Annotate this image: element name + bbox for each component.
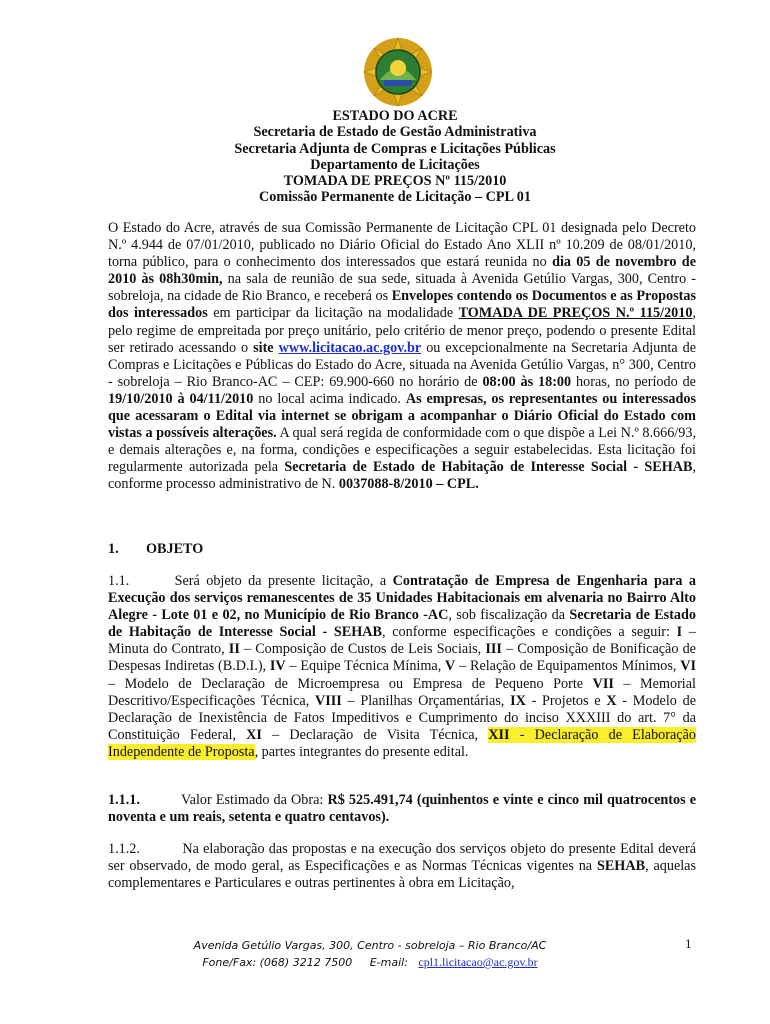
footer-address: Avenida Getúlio Vargas, 300, Centro - sobreloja – Rio Branco/AC [193, 939, 547, 952]
highlighted-text: XII - Declaração de Elaboração Independente de Proposta [108, 726, 696, 760]
intro-paragraph: O Estado do Acre, através de sua Comissão Permanente de Licitação CPL 01 designada pelo Decreto N.º 4.944 de 07/01/2010, publicado no Diário Oficial do Estado Ano XLII nº 10.209 de 08/01/2010, torna público, para o conhecimento dos interessados que estará reunida no dia 05 de novembro de 2010 às 08h30min, na sala de reunião de sua sede, situada à Avenida Getúlio Vargas, 300, Centro - sobreloja, na cidade de Rio Branco, e receberá os Envelopes contendo os Documentos e as Propostas dos interessados em participar da licitação na modalidade TOMADA DE PREÇOS N.º 115/2010, pelo regime de empreitada por preço unitário, pelo critério de menor preço, podendo o presente Edital ser retirado acessando o site www.licitacao.ac.gov.br ou excepcionalmente na Secretaria Adjunta de Compras e Licitações e Públicas do Estado do Acre, situada na Avenida Getúlio Vargas, n° 300, Centro - sobreloja – Rio Branco-AC – CEP: 69.900-660 no horário de 08:00 às 18:00 horas, no período de 19/10/2010 à 04/11/2010 no local acima indicado. As empresas, os representantes ou interessados que acessaram o Edital via internet se obrigam a acompanhar o Diário Oficial do Estado com vistas a possíveis alterações. A qual será regida de conformidade com o que dispõe a Lei N.º 8.666/93, e demais alterações e, na forma, condições e especificações a seguir estabelecidas. Esta licitação foi regularmente autorizada pela Secretaria de Estado de Habitação de Interesse Social - SEHAB, conforme processo administrativo de N. 0037088-8/2010 – CPL. [108, 220, 697, 493]
header-department: Departamento de Licitações [310, 156, 480, 173]
state-coat-of-arms-icon [362, 36, 434, 108]
footer-contact [150, 954, 590, 971]
header-secretariat: Secretaria de Estado de Gestão Administrativa [253, 124, 537, 141]
item-number: 1.1.1. [108, 792, 140, 808]
section-title: OBJETO [146, 541, 204, 557]
item-number: 1.1.2. [108, 841, 140, 857]
footer-email-link[interactable]: cpl1.licitacao@ac.gov.br [418, 955, 538, 969]
document-header [100, 108, 690, 206]
header-adjunct-secretariat: Secretaria Adjunta de Compras e Licitações Públicas [234, 140, 556, 157]
item-1-1-1-paragraph: 1.1.1. Valor Estimado da Obra: R$ 525.491,74 (quinhentos e vinte e cinco mil quatrocentos e noventa e um reais, setenta e quatro centavos). [108, 792, 697, 826]
footer-email-label: E-mail: [369, 956, 408, 969]
header-commission: Comissão Permanente de Licitação – CPL 01 [259, 189, 531, 206]
website-link[interactable]: www.licitacao.ac.gov.br [278, 339, 422, 356]
page-number: 1 [685, 936, 692, 951]
footer-phone: Fone/Fax: (068) 3212 7500 [202, 956, 353, 969]
item-1-1-paragraph: 1.1. Será objeto da presente licitação, a Contratação de Empresa de Engenharia para a Execução dos serviços remanescentes de 35 Unidades Habitacionais em alvenaria no Bairro Alto Alegre - Lote 01 e 02, no Município de Rio Branco -AC, sob fiscalização da Secretaria de Estado de Habitação de Interesse Social - SEHAB, conforme especificações e condições a seguir: I – Minuta do Contrato, II – Composição de Custos de Leis Sociais, III – Composição de Bonificação de Despesas Indiretas (B.D.I.), IV – Equipe Técnica Mínima, V – Relação de Equipamentos Mínimos, VI – Modelo de Declaração de Microempresa ou Empresa de Pequeno Porte VII – Memorial Descritivo/Especificações Técnica, VIII – Planilhas Orçamentárias, IX - Projetos e X - Modelo de Declaração de Inexistência de Fatos Impeditivos e Cumprimento do inciso XXXIII do art. 7° da Constituição Federal, XI – Declaração de Visita Técnica, XII - Declaração de Elaboração Independente de Proposta, partes integrantes do presente edital. [108, 573, 697, 760]
page-footer [150, 937, 590, 971]
section-heading-objeto [108, 541, 203, 558]
header-tender-title: TOMADA DE PREÇOS Nº 115/2010 [283, 173, 507, 190]
section-number: 1. [108, 541, 119, 557]
item-1-1-2-paragraph: 1.1.2. Na elaboração das propostas e na execução dos serviços objeto do presente Edital deverá ser observado, de modo geral, as Especificações e as Normas Técnicas vigentes na SEHAB, aquelas complementares e Particulares e outras pertinentes à obra em Licitação, [108, 841, 697, 892]
header-state: ESTADO DO ACRE [332, 108, 458, 124]
item-number: 1.1. [108, 573, 130, 589]
